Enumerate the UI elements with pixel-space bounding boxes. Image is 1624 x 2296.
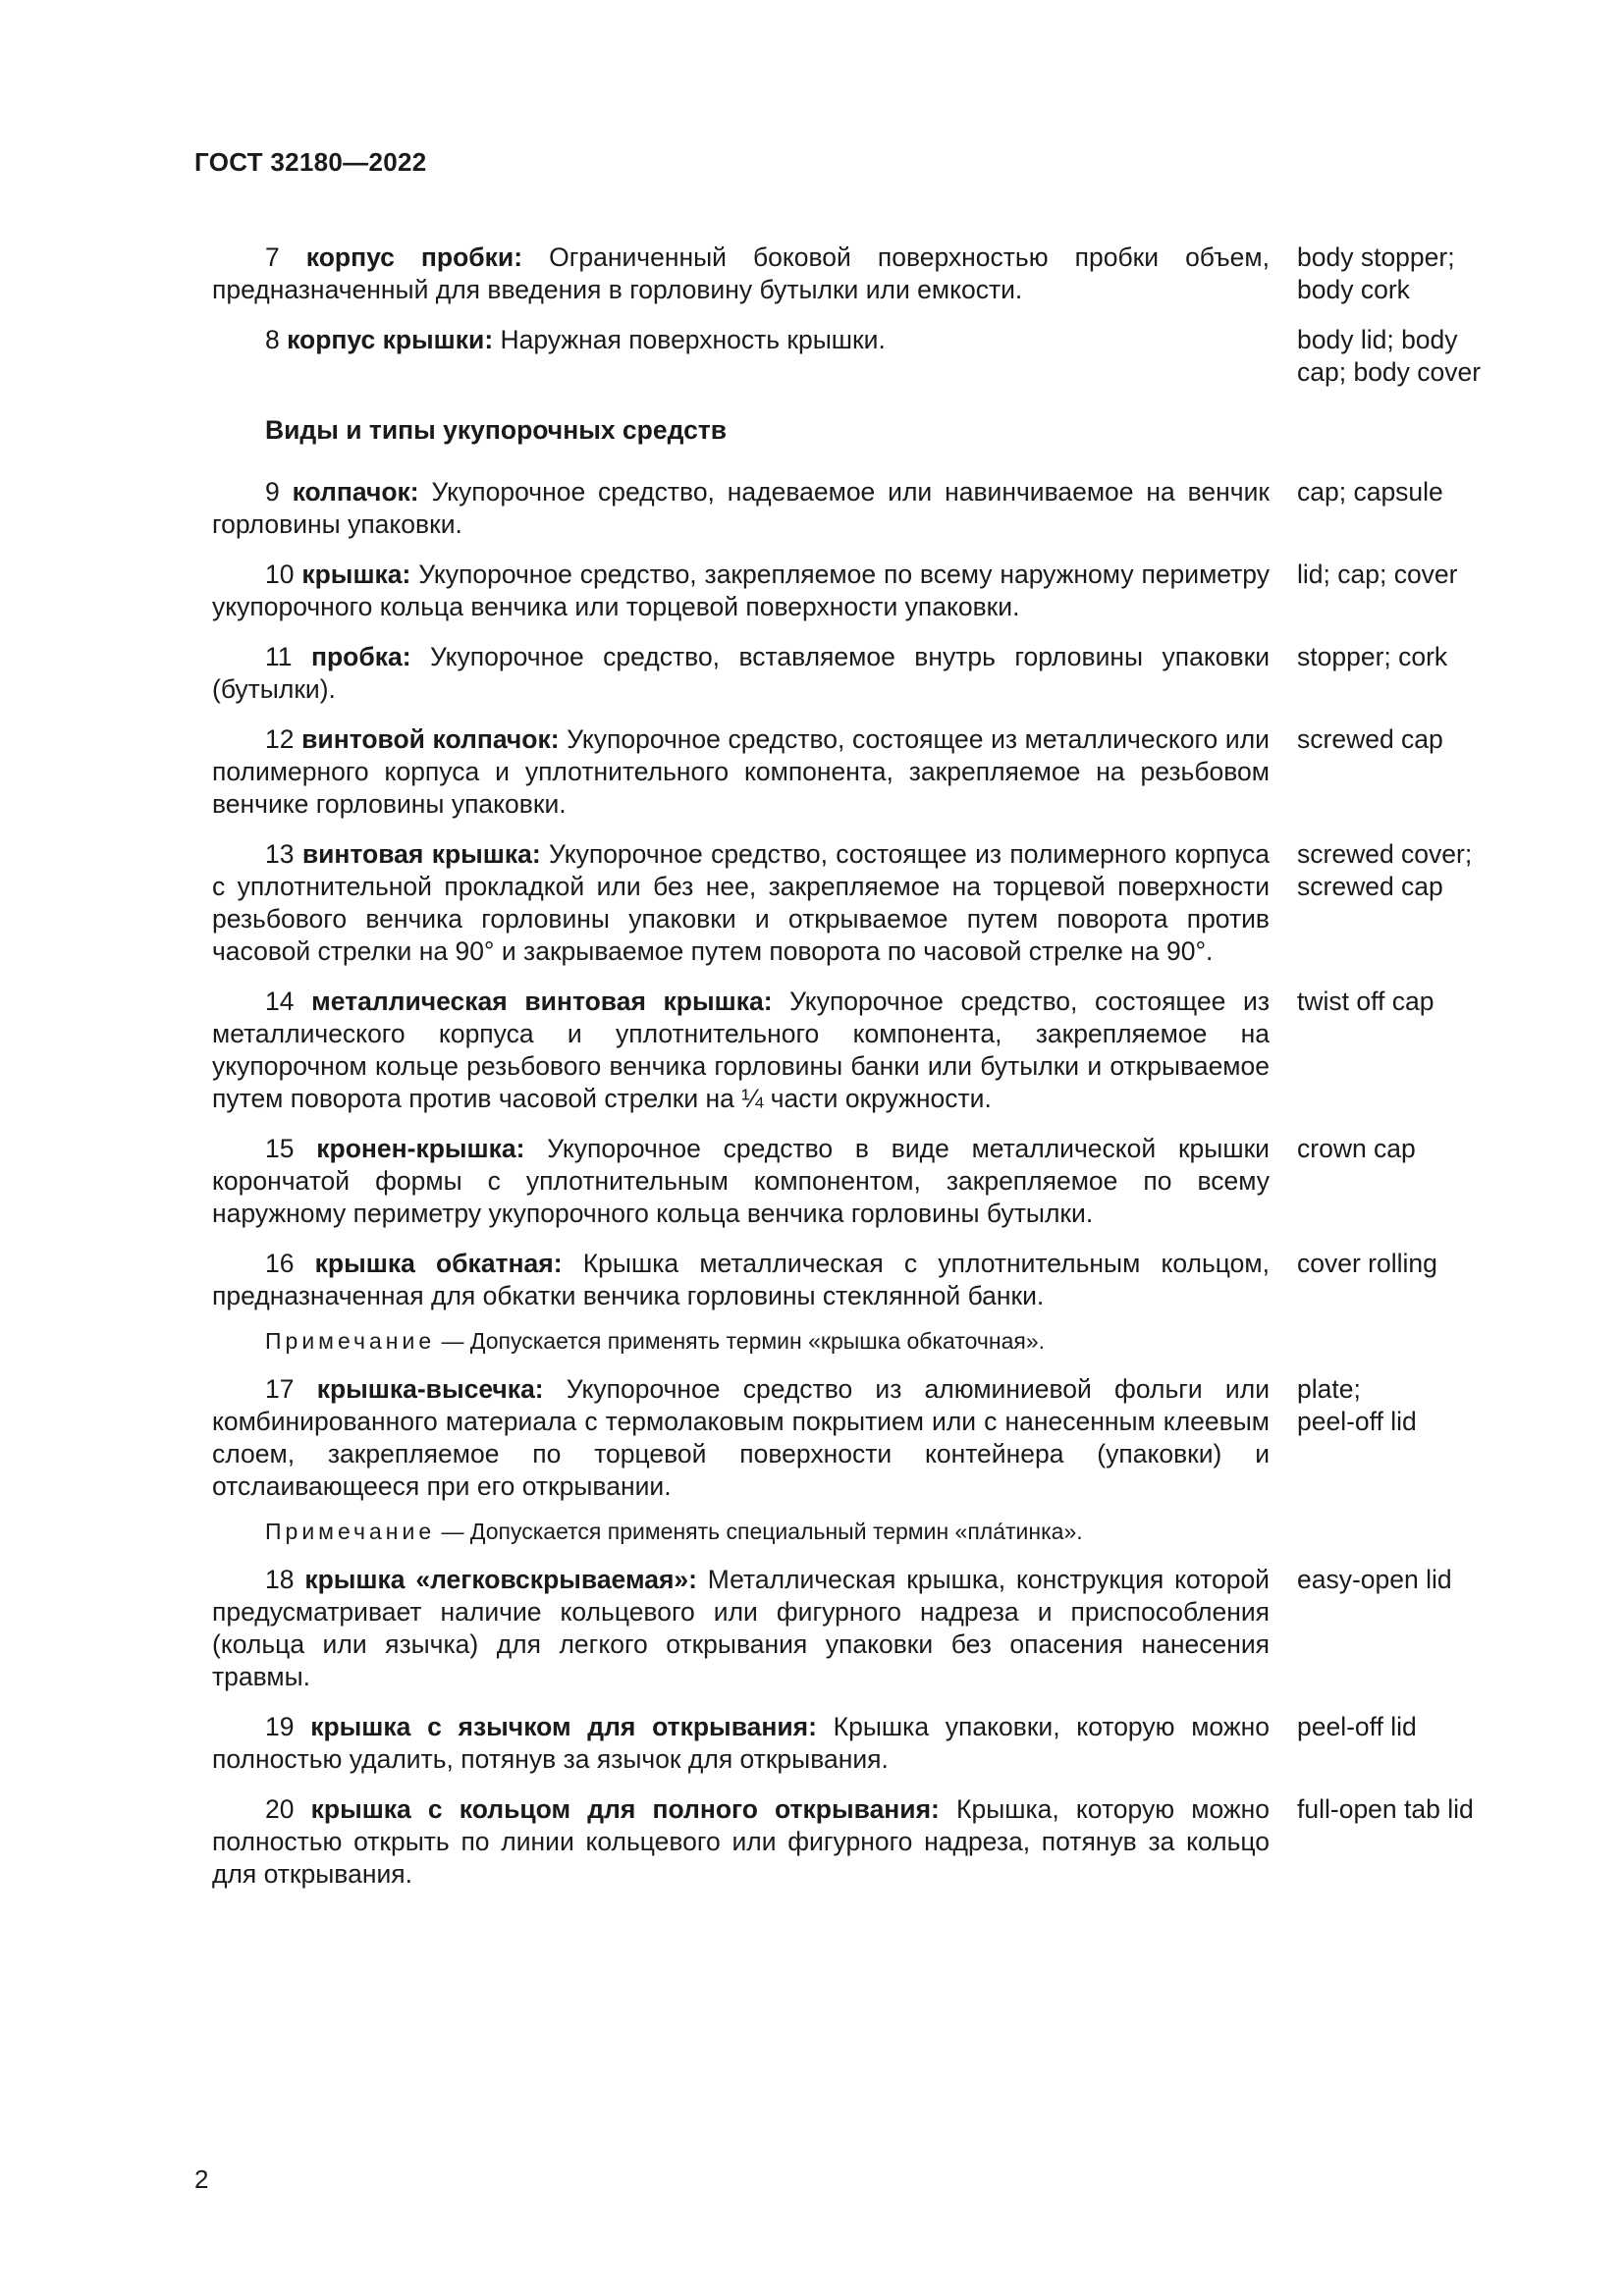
term-name: кронен-крышка: bbox=[316, 1134, 525, 1163]
term-entry-12 bbox=[212, 723, 1508, 821]
term-entry-15 bbox=[212, 1133, 1508, 1230]
term-number: 12 bbox=[265, 724, 295, 754]
term-entry-17-text bbox=[212, 1373, 1270, 1503]
english-equivalent: body lid; body bbox=[1297, 325, 1458, 354]
term-entry-17 bbox=[212, 1373, 1508, 1503]
english-equivalent: cap; body cover bbox=[1297, 357, 1482, 387]
term-number: 13 bbox=[265, 839, 295, 869]
term-entry-15-english bbox=[1297, 1133, 1508, 1165]
english-equivalent: peel-off lid bbox=[1297, 1407, 1417, 1436]
term-name: корпус пробки: bbox=[305, 242, 523, 272]
note-text: — Допускается применять специальный термин «пла́тинка». bbox=[435, 1519, 1083, 1544]
term-name: крышка: bbox=[301, 560, 411, 589]
term-definition: Крышка металлическая с уплотнительным кольцом, предназначенная для обкатки венчика горловины стеклянной банки. bbox=[212, 1249, 1270, 1310]
term-entry-16-english bbox=[1297, 1248, 1508, 1280]
term-entry-20-text bbox=[212, 1793, 1270, 1891]
english-equivalent: stopper; cork bbox=[1297, 642, 1448, 671]
term-definition: Укупорочное средство, надеваемое или навинчиваемое на венчик горловины упаковки. bbox=[212, 477, 1270, 539]
term-entry-19-english bbox=[1297, 1711, 1508, 1743]
term-entry-20-english bbox=[1297, 1793, 1508, 1826]
term-entry-14 bbox=[212, 986, 1508, 1115]
section-heading: Виды и типы укупорочных средств bbox=[265, 415, 728, 445]
term-entry-12-text bbox=[212, 723, 1270, 821]
term-entry-8 bbox=[212, 324, 1508, 389]
note-text: — Допускается применять термин «крышка обкаточная». bbox=[435, 1328, 1045, 1354]
term-entry-12-english bbox=[1297, 723, 1508, 756]
term-number: 20 bbox=[265, 1794, 295, 1824]
english-equivalent: screwed cap bbox=[1297, 724, 1443, 754]
english-equivalent: screwed cover; bbox=[1297, 839, 1473, 869]
english-equivalent: body stopper; bbox=[1297, 242, 1455, 272]
english-equivalent: crown cap bbox=[1297, 1134, 1416, 1163]
note-label: Примечание bbox=[265, 1519, 436, 1544]
term-name: пробка: bbox=[310, 642, 411, 671]
term-entry-13-english bbox=[1297, 838, 1508, 903]
term-definition: Крышка, которую можно полностью открыть по линии кольцевого или фигурного надреза, потянув за кольцо для открывания. bbox=[212, 1794, 1270, 1889]
term-entry-7 bbox=[212, 241, 1508, 306]
term-definition: Укупорочное средство, состоящее из металлического корпуса и уплотнительного компонента, закрепляемое на укупорочном кольце резьбового венчика горловины банки или бутылки и открываемое путем поворота против часовой стрелки на ¼ части окружности. bbox=[212, 987, 1270, 1113]
page-header-standard: ГОСТ 32180—2022 bbox=[194, 147, 427, 177]
english-equivalent: easy-open lid bbox=[1297, 1565, 1452, 1594]
term-entry-7-text bbox=[212, 241, 1270, 306]
term-definition: Укупорочное средство из алюминиевой фольги или комбинированного материала с термолаковым покрытием или с нанесенным клеевым слоем, закрепляемое по торцевой поверхности контейнера (упаковки) и отслаивающееся при его открывании. bbox=[212, 1374, 1270, 1501]
note-label: Примечание bbox=[265, 1328, 436, 1354]
term-name: крышка обкатная: bbox=[314, 1249, 563, 1278]
term-definition: Укупорочное средство, закрепляемое по всему наружному периметру укупорочного кольца венчика или торцевой поверхности упаковки. bbox=[212, 560, 1270, 621]
english-equivalent: full-open tab lid bbox=[1297, 1794, 1474, 1824]
term-definition: Укупорочное средство, состоящее из металлического или полимерного корпуса и уплотнительного компонента, закрепляемое на резьбовом венчике горловины упаковки. bbox=[212, 724, 1270, 819]
term-definition: Металлическая крышка, конструкция которой предусматривает наличие кольцевого или фигурного надреза и приспособления (кольца или язычка) для легкого открывания упаковки без опасения нанесения травмы. bbox=[212, 1565, 1270, 1691]
term-entry-10-english bbox=[1297, 559, 1508, 591]
term-number: 7 bbox=[265, 242, 280, 272]
english-equivalent: twist off cap bbox=[1297, 987, 1435, 1016]
term-entry-16 bbox=[212, 1248, 1508, 1312]
terms-content bbox=[212, 241, 1508, 1908]
term-number: 14 bbox=[265, 987, 295, 1016]
term-definition: Укупорочное средство, состоящее из полимерного корпуса с уплотнительной прокладкой или без нее, закрепляемое на торцевой поверхности резьбового венчика горловины упаковки и открываемое путем поворота против часовой стрелки на 90° и закрываемое путем поворота по часовой стрелке на 90°. bbox=[212, 839, 1271, 966]
english-equivalent: lid; cap; cover bbox=[1297, 560, 1458, 589]
english-equivalent: plate; bbox=[1297, 1374, 1361, 1404]
term-entry-9-english bbox=[1297, 476, 1508, 508]
term-name: металлическая винтовая крышка: bbox=[311, 987, 773, 1016]
term-number: 18 bbox=[265, 1565, 295, 1594]
page-number: 2 bbox=[194, 2164, 209, 2194]
term-name: крышка «легковскрываемая»: bbox=[304, 1565, 697, 1594]
term-entry-11 bbox=[212, 641, 1508, 706]
term-entry-14-text bbox=[212, 986, 1270, 1115]
term-entry-18-english bbox=[1297, 1564, 1508, 1596]
term-definition: Ограниченный боковой поверхностью пробки объем, предназначенный для введения в горловину бутылки или емкости. bbox=[212, 242, 1270, 304]
term-number: 17 bbox=[265, 1374, 295, 1404]
term-entry-8-text bbox=[212, 324, 1270, 356]
term-number: 11 bbox=[265, 642, 293, 671]
term-name: крышка с язычком для открывания: bbox=[310, 1712, 817, 1741]
term-name: корпус крышки: bbox=[287, 325, 494, 354]
term-entry-10-text bbox=[212, 559, 1270, 623]
term-number: 19 bbox=[265, 1712, 295, 1741]
term-number: 10 bbox=[265, 560, 295, 589]
term-entry-11-text bbox=[212, 641, 1270, 706]
english-equivalent: screwed cap bbox=[1297, 872, 1443, 901]
english-equivalent: body cork bbox=[1297, 275, 1410, 304]
term-entry-19-text bbox=[212, 1711, 1270, 1776]
term-name: винтовой колпачок: bbox=[301, 724, 560, 754]
term-number: 15 bbox=[265, 1134, 295, 1163]
term-definition: Наружная поверхность крышки. bbox=[493, 325, 886, 354]
term-entry-16-text bbox=[212, 1248, 1270, 1312]
english-equivalent: peel-off lid bbox=[1297, 1712, 1417, 1741]
term-entry-8-english bbox=[1297, 324, 1508, 389]
term-entry-9-text bbox=[212, 476, 1270, 541]
note-17 bbox=[212, 1517, 1508, 1546]
term-entry-18 bbox=[212, 1564, 1508, 1693]
term-entry-11-english bbox=[1297, 641, 1508, 673]
english-equivalent: cover rolling bbox=[1297, 1249, 1437, 1278]
term-entry-20 bbox=[212, 1793, 1508, 1891]
term-entry-10 bbox=[212, 559, 1508, 623]
note-16 bbox=[212, 1326, 1508, 1356]
term-entry-18-text bbox=[212, 1564, 1270, 1693]
term-name: винтовая крышка: bbox=[301, 839, 541, 869]
term-entry-19 bbox=[212, 1711, 1508, 1776]
term-entry-13-text bbox=[212, 838, 1270, 968]
term-name: крышка с кольцом для полного открывания: bbox=[310, 1794, 940, 1824]
english-equivalent: cap; capsule bbox=[1297, 477, 1443, 507]
term-definition: Крышка упаковки, которую можно полностью удалить, потянув за язычок для открывания. bbox=[212, 1712, 1270, 1774]
term-entry-13 bbox=[212, 838, 1508, 968]
term-number: 16 bbox=[265, 1249, 295, 1278]
term-number: 8 bbox=[265, 325, 280, 354]
term-entry-14-english bbox=[1297, 986, 1508, 1018]
term-definition: Укупорочное средство в виде металлической крышки корончатой формы с уплотнительным компонентом, закрепляемое по всему наружному периметру укупорочного кольца венчика горловины бутылки. bbox=[212, 1134, 1270, 1228]
term-name: колпачок: bbox=[292, 477, 419, 507]
term-entry-15-text bbox=[212, 1133, 1270, 1230]
term-name: крышка-высечка: bbox=[316, 1374, 544, 1404]
term-definition: Укупорочное средство, вставляемое внутрь горловины упаковки (бутылки). bbox=[212, 642, 1270, 704]
term-entry-17-english bbox=[1297, 1373, 1508, 1438]
term-entry-7-english bbox=[1297, 241, 1508, 306]
term-number: 9 bbox=[265, 477, 280, 507]
term-entry-9 bbox=[212, 476, 1508, 541]
